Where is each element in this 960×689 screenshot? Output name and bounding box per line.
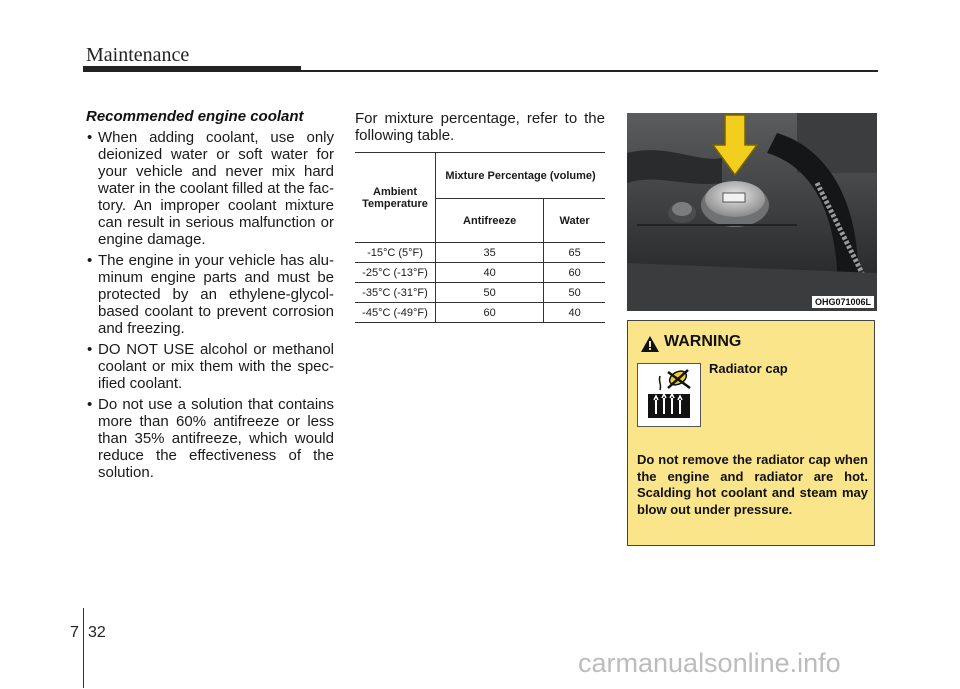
cell-temperature: -25°C (-13°F) — [355, 263, 436, 283]
bullet-item: • The engine in your vehicle has alu-minum engine parts and must be protected by an ethylene-glycol-based coolant to prevent corrosion and freezing. — [86, 252, 334, 337]
watermark: carmanualsonline.info — [578, 648, 841, 678]
cell-antifreeze: 60 — [436, 303, 544, 323]
photo-caption: OHG071006L — [812, 296, 874, 308]
warning-title: WARNING — [664, 333, 742, 350]
cell-temperature: -45°C (-49°F) — [355, 303, 436, 323]
page-header-title: Maintenance — [86, 44, 190, 66]
bullet-item: • When adding coolant, use only deionized water or soft water for your vehicle and never mix hard water in the coolant filled at the fac-tory. An improper coolant mixture can result in serious malfunction or engine damage. — [86, 129, 334, 248]
table-row — [355, 303, 605, 323]
warning-box — [627, 320, 875, 546]
header-rule-thin — [301, 70, 878, 72]
header-water: Water — [544, 199, 605, 243]
coolant-mixture-table — [355, 152, 605, 323]
bullet-item: • Do not use a solution that contains more than 60% antifreeze or less than 35% antifreeze, which would reduce the effectiveness of the solution. — [86, 396, 334, 481]
cell-antifreeze: 35 — [436, 243, 544, 263]
cell-water: 65 — [544, 243, 605, 263]
warning-triangle-icon — [640, 335, 660, 353]
header-ambient-temperature: Ambient Temperature — [355, 153, 436, 243]
bullet-item: • DO NOT USE alcohol or methanol coolant or mix them with the spec-ified coolant. — [86, 341, 334, 392]
cell-water: 60 — [544, 263, 605, 283]
page-marker-line — [83, 608, 84, 688]
chapter-number: 7 — [70, 624, 79, 641]
warning-text: Do not remove the radiator cap when the engine and radiator are hot. Scalding hot coolant and steam may blow out under pressure. — [637, 452, 868, 517]
section-heading: Recommended engine coolant — [86, 108, 304, 125]
table-row — [355, 243, 605, 263]
cell-antifreeze: 50 — [436, 283, 544, 303]
radiator-cap-hazard-icon — [637, 363, 701, 427]
table-row — [355, 283, 605, 303]
header-antifreeze: Antifreeze — [436, 199, 544, 243]
header-mixture-percentage: Mixture Percentage (volume) — [436, 153, 606, 199]
cell-antifreeze: 40 — [436, 263, 544, 283]
warning-subtitle: Radiator cap — [709, 361, 788, 376]
page-number: 32 — [88, 624, 106, 641]
engine-bay-illustration — [627, 113, 877, 311]
left-column — [86, 108, 334, 485]
cell-water: 50 — [544, 283, 605, 303]
cell-water: 40 — [544, 303, 605, 323]
cell-temperature: -35°C (-31°F) — [355, 283, 436, 303]
table-row — [355, 263, 605, 283]
table-intro-text: For mixture percentage, refer to the following table. — [355, 110, 605, 144]
radiator-cap-photo — [627, 113, 877, 311]
cell-temperature: -15°C (5°F) — [355, 243, 436, 263]
header-rule-thick — [83, 66, 301, 72]
bullet-list — [86, 129, 334, 481]
